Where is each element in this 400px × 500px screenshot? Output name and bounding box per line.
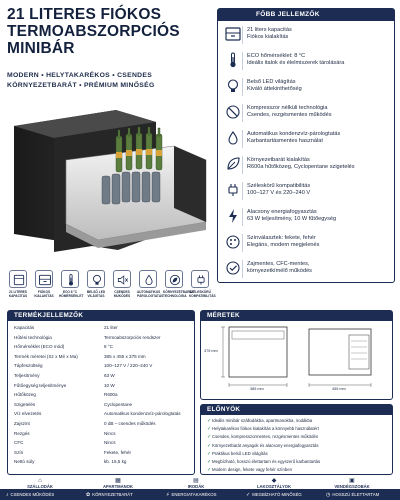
strip-item [59, 270, 84, 298]
subtitle-line-1: MODERN • HELYTAKARÉKOS • CSENDES [7, 72, 153, 79]
feature-item [222, 76, 392, 99]
spec-row [14, 410, 192, 418]
usage-location-label: LAKOSZTÁLYOK [256, 484, 292, 489]
feature-item [222, 180, 392, 203]
strip-label: ECO 8 °C HŐMÉRSÉKLET [59, 290, 84, 298]
benefits-panel [200, 404, 393, 475]
color-palette-icon [224, 233, 242, 251]
feature-divider [242, 182, 243, 200]
usage-location-item [166, 478, 226, 489]
strip-item [7, 270, 29, 298]
spec-row [14, 449, 192, 457]
check-icon: ✓ [207, 450, 212, 457]
spec-row [14, 439, 192, 447]
feature-item [222, 232, 392, 255]
benefits-title: ELŐNYÖK [201, 405, 392, 415]
feature-icon-strip [7, 270, 217, 306]
spec-key: Teljesítmény [14, 373, 40, 378]
spec-value: Fekete, fehér [104, 449, 132, 455]
spec-value: Nincs [104, 430, 116, 436]
benefit-item [207, 433, 391, 440]
title-line-2: TERMOABSZORPCIÓS [7, 23, 180, 40]
page-title [7, 6, 212, 57]
thermometer-icon [64, 273, 78, 287]
spec-key: Termék méretei (Sz x Mé x Ma) [14, 353, 78, 359]
strip-item [111, 270, 133, 298]
feature-item [222, 24, 392, 47]
feature-desc: 63 W teljesítmény, 10 W fűtőegység [247, 216, 337, 222]
feature-desc: Fiókos kialakítás [247, 34, 289, 40]
footer-label: MEGBÍZHATÓ MINŐSÉG [252, 492, 302, 497]
spec-value: Automatikus kondenzvíz-párologtatás [104, 411, 181, 417]
feature-divider [242, 156, 243, 174]
benefit-item [207, 417, 391, 424]
usage-location-item [10, 478, 70, 489]
spec-value: 8 °C [104, 344, 113, 350]
spec-row [14, 420, 192, 428]
feature-desc: Ideális italok és élelmiszerek tárolására [247, 60, 345, 66]
building-icon: ▣ [349, 478, 355, 484]
benefit-text: Helytakarékos fiókos kialakítás a könnyebb használatért [212, 426, 319, 432]
usage-location-label: APARTMANOK [103, 484, 133, 489]
footer-label: HOSSZÚ ÉLETTARTAM [332, 492, 380, 497]
feature-desc: Elegáns, modern megjelenés [247, 242, 320, 248]
spec-row [14, 334, 192, 342]
led-bulb-icon [224, 77, 242, 95]
usage-location-label: VENDÉGSZOBÁK [334, 484, 370, 489]
leaf-icon-wrap [224, 155, 242, 173]
footer-icon: ◷ [326, 492, 331, 498]
strip-item [85, 270, 107, 298]
feature-title: Belső LED világítás [247, 79, 296, 85]
feature-title: Színválasztek: fekete, fehér [247, 235, 316, 241]
strip-icon-box [87, 270, 105, 288]
feature-title: Alacsony energiafogyasztás [247, 209, 317, 215]
feature-divider [242, 104, 243, 122]
footer-icon: ✿ [86, 492, 91, 498]
footer-label: KÖRNYEZETBARÁT [92, 492, 133, 497]
spec-key: Hőmérséklet (ECO mód) [14, 344, 65, 350]
usage-location-item [322, 478, 382, 489]
led-bulb-icon [90, 273, 104, 287]
footer-item [86, 489, 133, 500]
leaf-icon [224, 155, 242, 173]
spec-value: Termoabszorpciós rendszer [104, 334, 161, 340]
spec-value: Cyclopentane [104, 401, 133, 407]
strip-item [137, 270, 164, 298]
strip-label: AUTOMATIKUS PÁROLOGTATÁS [137, 290, 164, 298]
benefit-text: Ideális minibár szállodákba, apartmanokba, irodákba [212, 418, 313, 423]
spec-value: kb. 15,5 kg [104, 459, 127, 465]
feature-divider [242, 208, 243, 226]
strip-icon-box [139, 270, 157, 288]
feature-title: ECO hőmérséklet: 8 °C [247, 53, 306, 59]
feature-item [222, 102, 392, 125]
footer-icon: ✓ [246, 492, 251, 498]
spec-key: Zajszint [14, 421, 30, 426]
footer-icon: ⚡ [166, 492, 170, 498]
strip-icon-box [191, 270, 209, 288]
benefit-text: Praktikus belső LED világítás [212, 450, 268, 456]
led-bulb-icon-wrap [224, 77, 242, 95]
feature-desc: R600a hűtőközeg, Cyclopentane szigetelés [247, 164, 355, 170]
feature-title: Széleskörű kompatibilitás [247, 183, 311, 189]
spec-row [14, 372, 192, 380]
drawer-icon-wrap [224, 25, 242, 43]
auto-defrost-icon [142, 273, 156, 287]
features-panel [217, 8, 395, 283]
spec-key: Rezgés [14, 430, 30, 436]
benefit-item [207, 450, 391, 457]
spec-key: Hűtési technológia [14, 334, 52, 340]
strip-item [33, 270, 55, 298]
strip-label: FIÓKOS KIALAKÍTÁS [34, 290, 54, 298]
benefit-item [207, 458, 391, 465]
check-icon: ✓ [207, 459, 212, 465]
spec-value: 10 W [104, 382, 115, 388]
usage-location-label: SZÁLLODÁK [27, 484, 53, 489]
thermometer-icon [224, 51, 242, 69]
feature-desc: Kiváló áttekinthetőség [247, 86, 302, 92]
feature-title: Zajmentes, CFC-mentes, [247, 261, 310, 267]
eco-icon [168, 273, 182, 287]
feature-desc: 100–127 V és 220–240 V [247, 190, 311, 196]
spec-value: 100–127 V / 220–240 V [104, 363, 153, 369]
feature-desc: Karbantartásmentes használat [247, 138, 323, 144]
strip-label: SZÉLESKÖRŰ KOMPATIBILITÁS [189, 290, 216, 298]
strip-label: BELSŐ LED VILÁGÍTÁS [86, 290, 106, 298]
dimensions-panel [200, 310, 393, 400]
usage-locations [0, 478, 400, 488]
benefit-item [207, 442, 391, 449]
dimension-height-label: 375 mm [204, 349, 218, 353]
usage-location-item [88, 478, 148, 489]
strip-icon-box [113, 270, 131, 288]
spec-key: Fűtőegység teljesítménye [14, 382, 67, 388]
feature-item [222, 154, 392, 177]
feature-desc: környezetkímélő működés [247, 268, 312, 274]
feature-divider [242, 26, 243, 44]
strip-icon-box [165, 270, 183, 288]
benefit-text: Modern design, fekete vagy fehér színben [212, 467, 293, 473]
no-compressor-icon-wrap [224, 103, 242, 121]
spec-key: Nettó súly [14, 459, 35, 465]
spec-row [14, 362, 192, 370]
footer-icon: ♪ [6, 492, 9, 498]
cfc-free-icon-wrap [224, 259, 242, 277]
strip-item [163, 270, 194, 298]
feature-title: Automatikus kondenzvíz-párologtatás [247, 131, 341, 137]
building-icon: ▤ [193, 478, 199, 484]
footer-label: CSENDES MŰKÖDÉS [10, 492, 55, 497]
spec-key: Víz elvezetés [14, 411, 42, 417]
drawer-icon [224, 25, 242, 43]
energy-icon-wrap [224, 207, 242, 225]
feature-divider [242, 260, 243, 278]
spec-value: 63 W [104, 373, 115, 378]
subtitle-line-2: KÖRNYEZETBARÁT • PRÉMIUM MINŐSÉG [7, 82, 155, 89]
spec-row [14, 382, 192, 390]
quiet-icon [116, 273, 130, 287]
dimension-width-label: 385 mm [250, 387, 264, 391]
benefit-text: Megbízható, hosszú élettartam és egyszerű karbantartás [212, 459, 321, 464]
spec-key: CFC [14, 440, 24, 446]
benefit-item [207, 425, 391, 432]
strip-icon-box [35, 270, 53, 288]
minibar-product-image [6, 100, 216, 260]
spec-row [14, 324, 192, 332]
page-subtitle [7, 71, 212, 91]
check-icon: ✓ [207, 467, 212, 474]
feature-divider [242, 130, 243, 148]
benefit-text: Csendes, kompresszormentes, rezgésmentes működés [212, 434, 319, 440]
dimension-depth-label: 455 mm [332, 387, 346, 391]
features-title: FŐBB JELLEMZŐK [218, 9, 394, 21]
drawer-icon [38, 273, 52, 287]
spec-value: R600a [104, 392, 118, 398]
feature-divider [242, 52, 243, 70]
feature-divider [242, 78, 243, 96]
footer-label: ENERGIATAKARÉKOS [171, 492, 217, 497]
capacity-icon [12, 273, 26, 287]
check-icon: ✓ [207, 434, 212, 441]
energy-icon [224, 207, 242, 225]
spec-key: Hűtőközeg [14, 392, 36, 398]
usage-location-label: IRODÁK [187, 484, 205, 489]
strip-icon-box [61, 270, 79, 288]
check-icon: ✓ [207, 418, 212, 424]
strip-label: KÖRNYEZETBARÁT TECHNOLÓGIA [163, 290, 194, 298]
feature-item [222, 258, 392, 281]
auto-defrost-icon [224, 129, 242, 147]
feature-desc: Csendes, rezgésmentes működés [247, 112, 332, 118]
footer-item [326, 489, 379, 500]
benefit-item [207, 466, 391, 473]
auto-defrost-icon-wrap [224, 129, 242, 147]
spec-row [14, 343, 192, 351]
footer-item [246, 489, 302, 500]
plug-icon [224, 181, 242, 199]
check-icon: ✓ [207, 442, 212, 449]
building-icon: ▦ [115, 478, 121, 484]
strip-label: 21 LITERES KAPACITÁS [8, 290, 28, 298]
spec-value: 21 liter [104, 325, 118, 330]
dimension-drawing [201, 321, 392, 399]
feature-divider [242, 234, 243, 252]
check-icon: ✓ [207, 426, 212, 433]
spec-row [14, 430, 192, 438]
cfc-free-icon [224, 259, 242, 277]
strip-icon-box [9, 270, 27, 288]
specs-title: TERMÉKJELLEMZŐK [8, 311, 194, 321]
spec-value: 385 x 455 x 375 mm [104, 353, 146, 359]
building-icon: ◆ [271, 478, 277, 484]
dimensions-title: MÉRETEK [201, 311, 392, 321]
footer-item [166, 489, 216, 500]
footer-item [6, 489, 54, 500]
strip-item [189, 270, 216, 298]
usage-location-item [244, 478, 304, 489]
spec-value: Nincs [104, 440, 116, 446]
feature-title: Környezetbarát kialakítás [247, 157, 310, 163]
strip-label: CSENDES MŰKÖDÉS [113, 290, 131, 298]
color-palette-icon-wrap [224, 233, 242, 251]
spec-key: Tápfeszültség [14, 363, 43, 369]
specs-panel [7, 310, 195, 475]
spec-key: Szigetelés [14, 401, 36, 407]
building-icon: ⌂ [38, 478, 42, 484]
plug-icon-wrap [224, 181, 242, 199]
benefit-text: Környezetbarát anyagok és alacsony energiafogyasztás [212, 442, 319, 448]
no-compressor-icon [224, 103, 242, 121]
feature-item [222, 128, 392, 151]
feature-title: 21 liters kapacitás [247, 27, 292, 33]
feature-item [222, 50, 392, 73]
thermometer-icon-wrap [224, 51, 242, 69]
spec-value: 0 dB – csendes működés [104, 421, 156, 426]
spec-row [14, 353, 192, 361]
title-line-1: 21 LITERES FIÓKOS [7, 6, 162, 23]
spec-row [14, 458, 192, 466]
plug-icon [194, 273, 208, 287]
spec-row [14, 391, 192, 399]
spec-key: Kapacitás [14, 325, 35, 330]
spec-key: Szín [14, 449, 24, 455]
feature-item [222, 206, 392, 229]
title-line-3: MINIBÁR [7, 40, 75, 57]
feature-title: Kompresszor nélküli technológia [247, 105, 328, 111]
footer-bar [0, 489, 400, 500]
spec-row [14, 401, 192, 409]
